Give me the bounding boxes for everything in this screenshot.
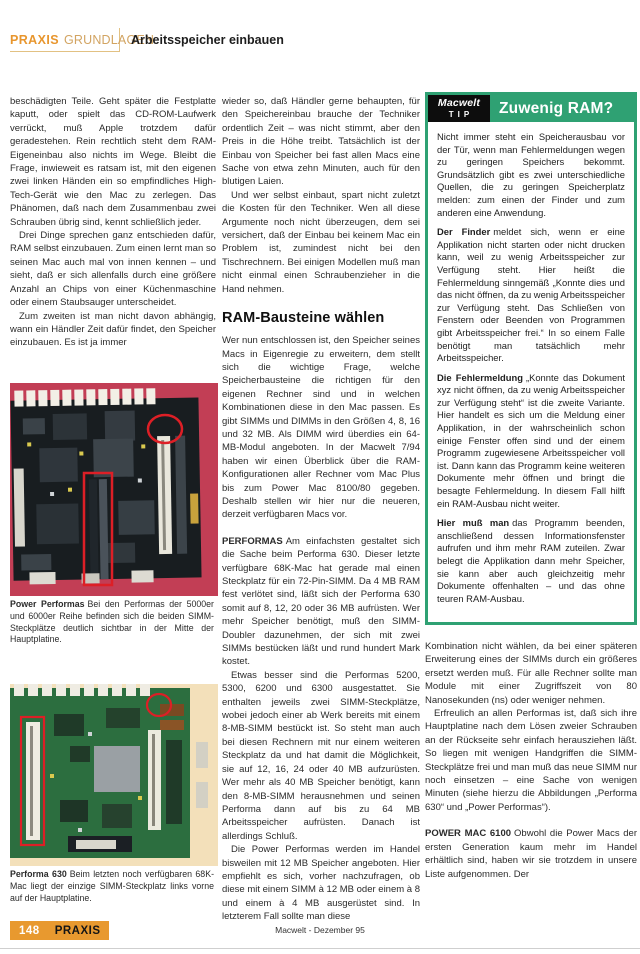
figure-caption bbox=[10, 599, 214, 646]
paragraph: Und wer selbst einbaut, spart nicht zuletzt die Kosten für den Techniker. Wen all diese Argumente noch nicht überzeugen, dem sei versichert, daß der Einbau bei keinem Mac ein Problem ist, zumindest nicht bei den Tischrechnern. Bei einigen Modellen muß man nicht einmal einen Schraubenzieher in die Hand nehmen. bbox=[222, 189, 420, 295]
paragraph: Drei Dinge sprechen ganz entschieden dafür, RAM selbst einzubauen. Zum einen lernt man so seinen Mac auch mal von innen kennen – und sieht, daß er sich allenfalls durch eine größere Anzahl an Chips von einer Küchenmaschine oder einem Staubsauger unterscheidet. bbox=[10, 230, 216, 309]
run-in-heading: Die Fehlermeldung bbox=[437, 371, 523, 383]
run-in-heading: Der Finder bbox=[437, 226, 491, 238]
header-kicker bbox=[10, 28, 155, 52]
tip-paragraph: Hier muß man das Programm beenden, anschließend dessen Informationsfenster aufrufen und ihm mehr RAM zuteilen. Zwar belegt die Applikation dann mehr Speicher, sie kann aber auch gleichzeitig mehr Dokumente offenhalten – und das ohne teuren RAM-Ausbau. bbox=[437, 517, 626, 604]
paragraph: Die Power Performas werden im Handel bisweilen mit 12 MB Speicher angeboten. Hier empfiehlt es sich, vorher nachzufragen, ob diese mit einem SIMM à 12 MB oder einem à 8 und einem à 4 MB ausgerüstet sind. In letzterem Fall sollte man diese bbox=[222, 844, 421, 923]
paragraph: POWER MAC 6100 Obwohl die Power Macs der ersten Generation kaum mehr im Handel erhältlich sind, haben wir sie trotzdem in unsere Liste aufgenommen. Der bbox=[425, 828, 637, 880]
kicker-secondary-label: GRUNDLAGEN bbox=[63, 32, 155, 47]
tip-box-header bbox=[428, 95, 634, 122]
bottom-rule bbox=[0, 948, 640, 949]
figure-power-performas bbox=[10, 383, 218, 596]
column-right bbox=[425, 640, 637, 881]
paragraph: Etwas besser sind die Performas 5200, 5300, 6200 und 6300 ausgestattet. Sie enthalten jeweils zwei SIMM-Steckplätze, wobei jedoch einer ab Werk bereits mit einem 8-MB-SIMM bestückt ist. So steht man auch bei diesen Rechnern mit nur einem weiteren Steckplatz da und hat damit die Möglichkeit, sie auf 12, 16, 24 oder 40 MB aufzurüsten. Wer mehr als 40 MB Speicher benötigt, kann den 8-MB-SIMM herausnehmen und seinen Performa dann auf bis zu 64 MB Arbeitsspeicher aufrüsten. Danach ist allerdings Schluß. bbox=[222, 669, 420, 842]
macwelt-tip-logo bbox=[428, 95, 490, 122]
tip-logo-label: TIP bbox=[448, 109, 474, 119]
figure-performa-630 bbox=[10, 684, 218, 866]
paragraph: beschädigten Teile. Geht später die Festplatte kaputt, oder spielt das CD-ROM-Laufwerk verrückt, muß Apple trotzdem dafür geradestehen. Rein rechtlich steht dem RAM-Eigeneinbau also nichts im Wege. Bleibt die Frage, inwieweit es ratsam ist, mit den eigenen zwei linken Händen ein so empfindliches High-Tech-Gerät wie den Mac zu zerlegen. Das Phänomen, daß nach dem Zusammenbau zwei Schrauben übrig sind, kennt schließlich jeder. bbox=[10, 96, 216, 228]
paragraph: Kombination nicht wählen, da bei einer späteren Erweiterung eines der SIMMs durch ein größeres ersetzt werden muß. Für alle Rechner sollte man Module mit einer Zugriffszeit von 80 Nanosekunden (ns) oder weniger nehmen. bbox=[425, 641, 637, 706]
issue-line: Macwelt - Dezember 95 bbox=[275, 925, 365, 935]
paragraph: Zum zweiten ist man nicht davon abhängig, wann ein Händler Zeit dafür findet, den Speicher einzubauen. Es ist ja immer bbox=[10, 310, 216, 349]
footer-section-label: PRAXIS bbox=[54, 924, 101, 937]
tip-box-title: Zuwenig RAM? bbox=[499, 99, 614, 117]
tip-paragraph: Nicht immer steht ein Speicherausbau vor der Tür, wenn man Fehlermeldungen wegen zu geringen Speichers bekommt. Grundsätzlich gibt es zwei unterschiedliche Quellen, die zu geringen Speicherplatz melden: zum einen der Finder und zum anderen eine Anwendung. bbox=[437, 131, 625, 218]
page-number: 148 bbox=[19, 924, 40, 937]
kicker-primary-label: PRAXIS bbox=[10, 32, 59, 47]
tip-logo-brand: Macwelt bbox=[437, 97, 481, 110]
paragraph: wieder so, daß Händler gerne behaupten, für den Speichereinbau brauche der Techniker ordentlich Zeit – was nicht stimmt, aber den Preis in die Höhe treibt. Tatsächlich ist der Einbau von Speicher bei fast allen Macs eine Sache von etwa zehn Minuten, auch für den blutigen Laien. bbox=[222, 96, 420, 188]
article-title: Arbeitsspeicher einbauen bbox=[131, 33, 284, 47]
run-in-heading: PERFORMAS bbox=[222, 535, 283, 547]
paragraph: PERFORMAS Am einfachsten gestaltet sich die Sache beim Performa 630. Dieser letzte verfügbare 68K-Mac hat gerade mal einen Steckplatz für ein 72-Pin-SIMM. Da 4 MB RAM fest verlötet sind, läßt sich der Performa 630 somit auf 8, 12, 20 oder 36 MB aufrüsten. Wer mehr Speicher benötigt, muß den SIMM-Doubler dazunehmen, der sich mit zwei SIMMs bestücken läßt und rund hundert Mark kostet. bbox=[222, 535, 420, 668]
tip-paragraph: Die Fehlermeldung „Konnte das Dokument xyz nicht öffnen, da zu wenig Arbeitsspeicher zur Verfügung steht“ ist die zweite Variante. Hier handelt es sich um die Meldung einer Applikation, in der wahrscheinlich schon einige Fenster offen sind und der einem Programm zugewiesene Arbeitsspeicher voll ist. Dann kann das Programm keine weiteren Dokumente mehr öffnen und bringt die besagte Fehlermeldung. In diesem Fall hilft ein RAM-Ausbau nicht weiter. bbox=[437, 371, 626, 509]
tip-box-body bbox=[428, 122, 634, 605]
run-in-heading: POWER MAC 6100 bbox=[425, 828, 512, 840]
tip-box bbox=[425, 92, 637, 625]
column-middle bbox=[222, 95, 420, 924]
caption-text: Beim letzten noch verfügbaren 68K-Mac liegt der einzige SIMM-Steckplatz links vorne auf der Hauptplatine. bbox=[10, 869, 215, 903]
tip-paragraph: Der Finder meldet sich, wenn er eine Applikation nicht starten oder nicht drucken kann, weil zu wenig Arbeitsspeicher zur Verfügung steht. Hier heißt die Fehlermeldung sinngemäß „Konnte dies und das nicht öffnen, da zu wenig Arbeitsspeicher zur Verfügung steht. Das Schließen von Fenstern oder Beenden von Programmen gibt Arbeitsspeicher frei.“ In so einem Falle benötigt man tatsächlich mehr Arbeitsspeicher. bbox=[437, 226, 625, 364]
power-performas-photo bbox=[10, 383, 218, 596]
paragraph: Wer nun entschlossen ist, den Speicher seines Macs in Eigenregie zu erweitern, dem stellt sich die wichtige Frage, welche Speicherbausteine die richtigen für den eigenen Rechner sind und in welchen Kombinationen diese in den Mac passen. Es gibt SIMMs und DIMMs in den Größen 4, 8, 16 und 32 MB. Als DIMM wird überdies ein 64-MB-Modul angeboten. In der Macwelt 7/94 haben wir einen Überblick über die RAM-Konfigurationen aller Rechner vom Mac Plus bis zum Power Mac 8100/80 gegeben. Deshalb stellen wir hier nur die neueren, derzeit verfügbaren Macs vor. bbox=[222, 335, 420, 521]
run-in-heading: Hier muß man bbox=[437, 517, 510, 529]
caption-lead: Power Performas bbox=[10, 599, 85, 609]
caption-lead: Performa 630 bbox=[10, 869, 67, 879]
performa-630-photo bbox=[10, 684, 218, 866]
caption-text: Bei den Performas der 5000er und 6000er Reihe befinden sich die beiden SIMM-Steckplätze deutlich sichtbar in der Mitte der Hauptplatine. bbox=[10, 599, 214, 645]
paragraph: Erfreulich an allen Performas ist, daß sich ihre Hauptplatine nach dem Lösen zweier Schrauben an der Rückseite sehr einfach herausziehen läßt. So liegen mit wenigen Handgriffen die SIMM-Steckplätze frei und man muß das neue SIMM nur noch einsetzen – eine Sache von wenigen Minuten (siehe hierzu die Abbildungen „Performa 630“ und „Power Performas“). bbox=[425, 708, 637, 813]
column-left bbox=[10, 95, 216, 350]
section-heading: RAM-Bausteine wählen bbox=[222, 310, 385, 327]
figure-caption bbox=[10, 869, 214, 904]
